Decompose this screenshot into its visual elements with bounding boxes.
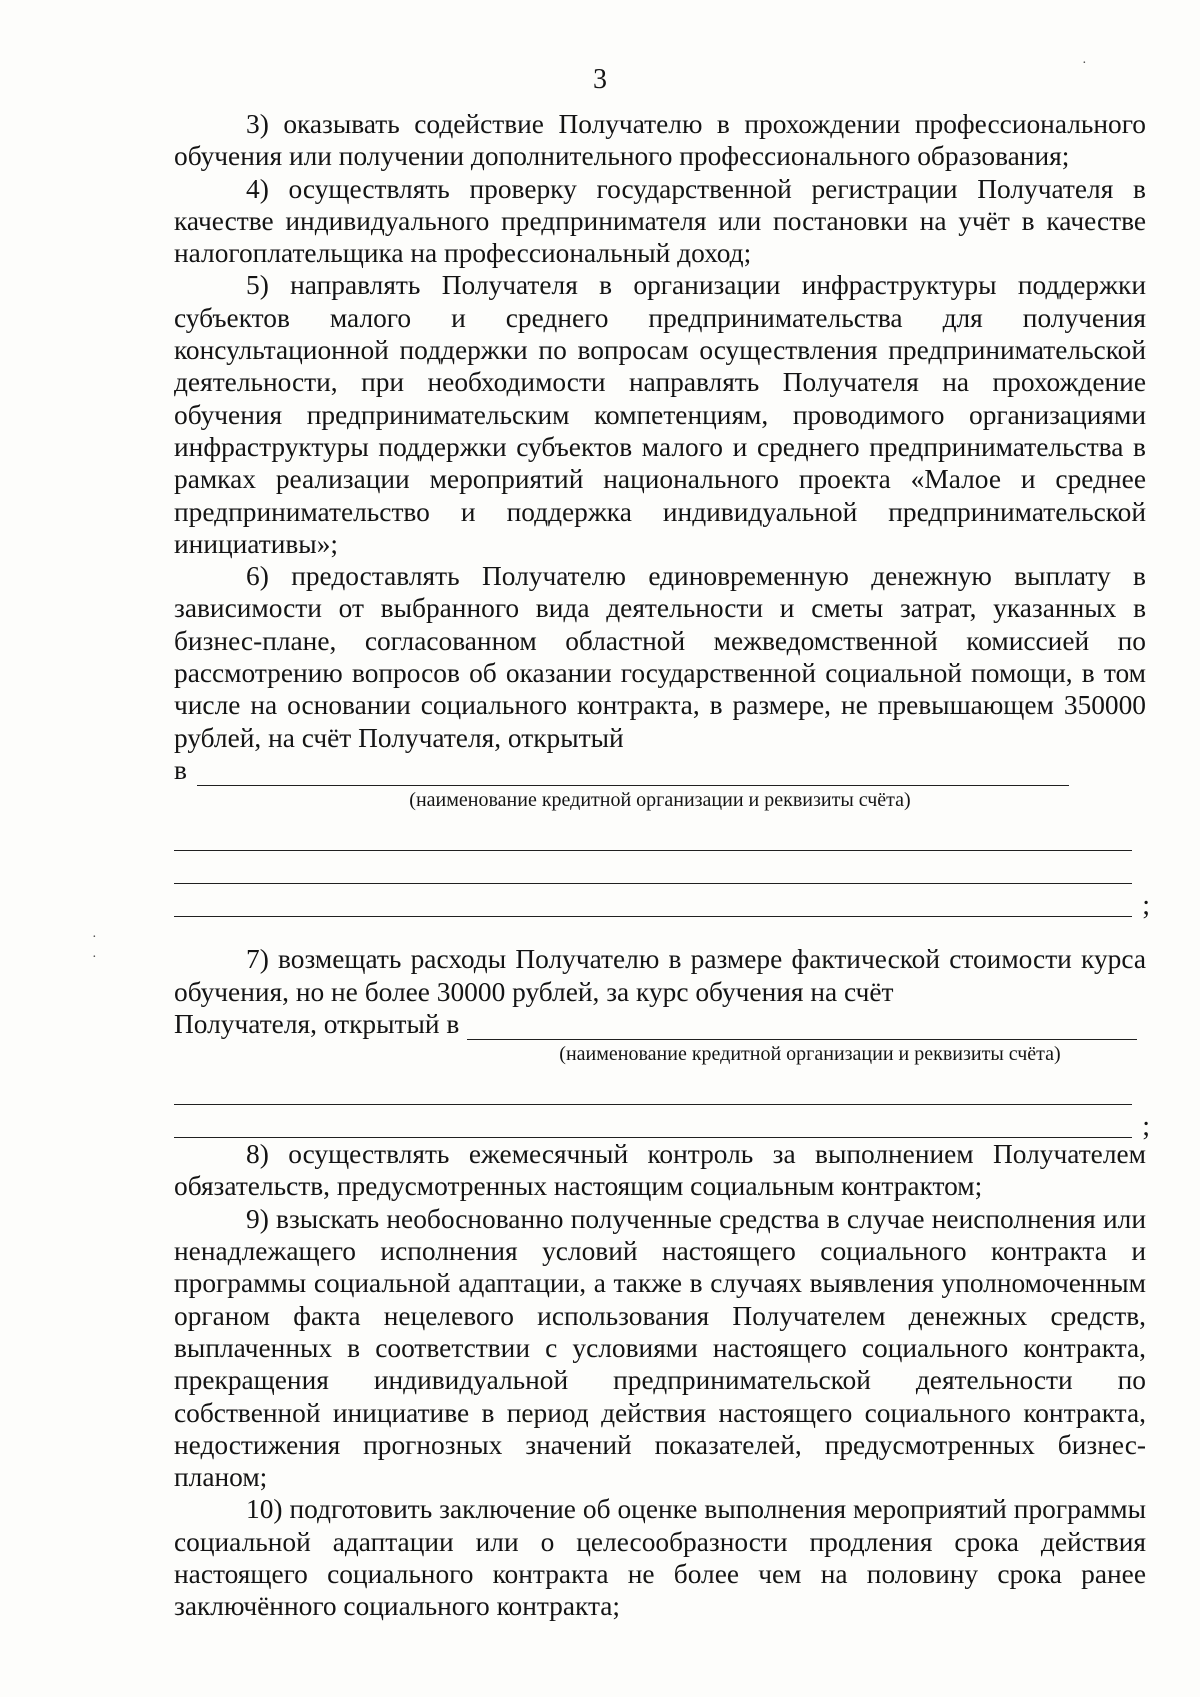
item-7-account-caption: (наименование кредитной организации и реквизиты счёта): [559, 1043, 1061, 1066]
scan-speck: ·: [92, 950, 97, 965]
item-7-account-field: [467, 1014, 1137, 1040]
item-6-blank-line-3: [174, 884, 1150, 921]
item-7-blank-line-2: [174, 1105, 1150, 1142]
paragraph-item-8: 8) осуществлять ежемесячный контроль за выполнением Получателем обязательств, предусмотренных настоящим социальным контрактом;: [174, 1139, 1146, 1202]
paragraph-item-7: 7) возмещать расходы Получателю в размере фактической стоимости курса обучения, но не более 30000 рублей, за курс обучения на счёт: [174, 944, 1146, 1007]
scan-speck: ·: [92, 930, 97, 945]
paragraph-item-4: 4) осуществлять проверку государственной регистрации Получателя в качестве индивидуального предпринимателя или постановки на учёт в качестве налогоплательщика на профессиональный доход;: [174, 173, 1146, 269]
item-6-account-line: [174, 754, 1146, 786]
paragraph-item-6: 6) предоставлять Получателю единовременную денежную выплату в зависимости от выбранного вида деятельности и сметы затрат, указанных в бизнес-плане, согласованном областной межведомственной комиссией по рассмотрению вопросов об оказании государственной социальной помощи, в том числе на основании социального контракта, в размере, не превышающем 350000 рублей, на счёт Получателя, открытый: [174, 561, 1146, 753]
page-number: 3: [593, 64, 607, 95]
item-7-blank-line-1: [174, 1072, 1132, 1105]
item-6-semicolon: ;: [1142, 889, 1150, 921]
item-7-account-line: [174, 1008, 1146, 1040]
document-body: [174, 108, 1150, 1623]
item-6-account-caption: (наименование кредитной организации и реквизиты счёта): [409, 789, 911, 812]
scan-speck: ·: [1082, 56, 1087, 71]
item-6-account-field: [197, 760, 1069, 786]
paragraph-item-9: 9) взыскать необоснованно полученные средства в случае неисполнения или ненадлежащего исполнения условий настоящего социального контракта и программы социальной адаптации, а также в случаях выявления уполномоченным органом факта нецелевого использования Получателем денежных средств, выплаченных в соответствии с условиями настоящего социального контракта, прекращения индивидуальной предпринимательской деятельности по собственной инициативе в период действия настоящего социального контракта, недостижения прогнозных значений показателей, предусмотренных бизнес-планом;: [174, 1203, 1146, 1493]
paragraph-item-3: 3) оказывать содействие Получателю в прохождении профессионального обучения или получении дополнительного профессионального образования;: [174, 109, 1146, 172]
paragraph-item-5: 5) направлять Получателя в организации инфраструктуры поддержки субъектов малого и среднего предпринимательства для получения консультационной поддержки по вопросам осуществления предпринимательской деятельности, при необходимости направлять Получателя на прохождение обучения предпринимательским компетенциям, проводимого организациями инфраструктуры поддержки субъектов малого и среднего предпринимательства в рамках реализации мероприятий национального проекта «Малое и среднее предпринимательство и поддержка индивидуальной предпринимательской инициативы»;: [174, 270, 1146, 559]
item-7-semicolon: ;: [1142, 1110, 1150, 1142]
item-6-account-prefix: в: [174, 754, 187, 785]
paragraph-item-10: 10) подготовить заключение об оценке выполнения мероприятий программы социальной адаптации или о целесообразности продления срока действия настоящего социального контракта не более чем на половину срока ранее заключённого социального контракта;: [174, 1494, 1146, 1622]
spacer: [174, 917, 1146, 943]
item-6-blank-line-1: [174, 818, 1132, 851]
item-7-account-prefix: Получателя, открытый в: [174, 1008, 460, 1039]
item-6-blank-line-2: [174, 851, 1132, 884]
